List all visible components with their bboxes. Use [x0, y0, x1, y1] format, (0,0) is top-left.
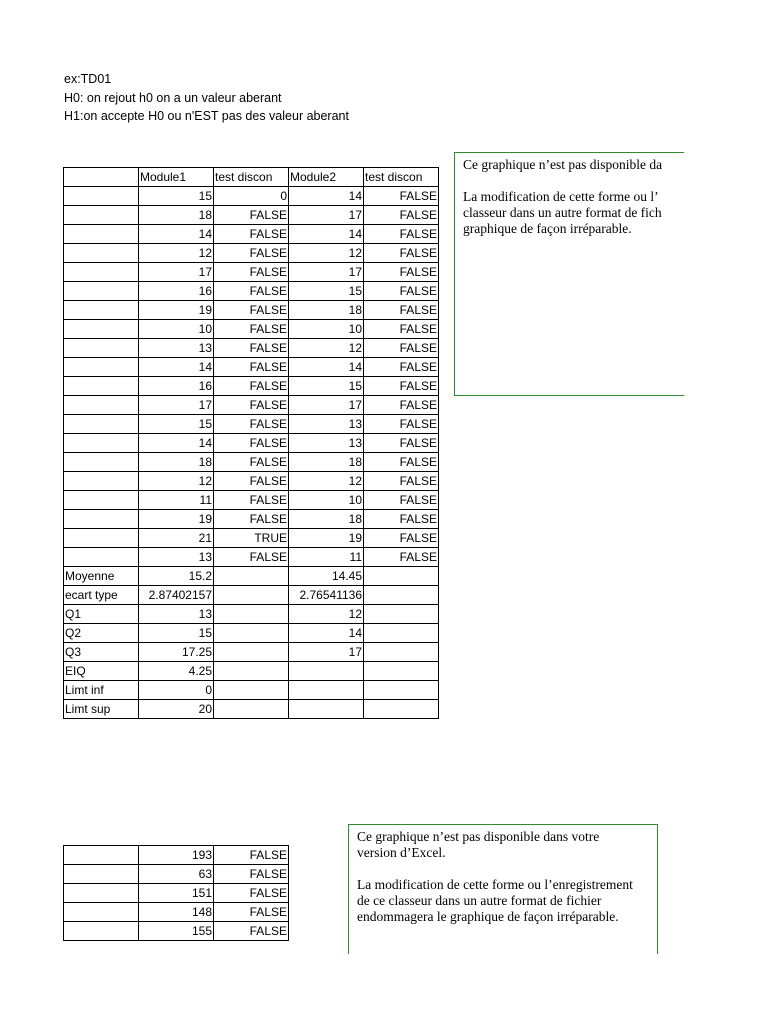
- table-cell[interactable]: [289, 700, 364, 719]
- table-cell[interactable]: Limt inf: [64, 681, 139, 700]
- table-cell[interactable]: 14: [139, 358, 214, 377]
- table-cell[interactable]: FALSE: [214, 244, 289, 263]
- table-cell[interactable]: FALSE: [364, 206, 439, 225]
- table-cell[interactable]: [214, 586, 289, 605]
- table-cell[interactable]: [64, 548, 139, 567]
- table-cell[interactable]: [64, 206, 139, 225]
- table-cell[interactable]: 12: [289, 472, 364, 491]
- table-cell[interactable]: FALSE: [364, 548, 439, 567]
- table-cell[interactable]: FALSE: [214, 263, 289, 282]
- note-line-1[interactable]: ex:TD01: [64, 72, 112, 86]
- table-cell[interactable]: 17: [139, 263, 214, 282]
- table-cell[interactable]: 10: [139, 320, 214, 339]
- table-cell[interactable]: FALSE: [364, 472, 439, 491]
- table-cell[interactable]: FALSE: [214, 884, 289, 903]
- table-cell[interactable]: 13: [289, 415, 364, 434]
- table-cell[interactable]: 14: [289, 624, 364, 643]
- table-cell[interactable]: TRUE: [214, 529, 289, 548]
- table-cell[interactable]: FALSE: [214, 903, 289, 922]
- table-cell[interactable]: 14: [289, 225, 364, 244]
- table-cell[interactable]: 2.76541136: [289, 586, 364, 605]
- table-cell[interactable]: FALSE: [214, 339, 289, 358]
- table-cell[interactable]: [64, 396, 139, 415]
- table-cell[interactable]: 19: [139, 301, 214, 320]
- table-cell[interactable]: 18: [289, 453, 364, 472]
- table-cell[interactable]: EIQ: [64, 662, 139, 681]
- table-cell[interactable]: [64, 187, 139, 206]
- second-data-table: [63, 845, 289, 941]
- table-cell[interactable]: 12: [139, 244, 214, 263]
- table-cell[interactable]: FALSE: [364, 225, 439, 244]
- table-cell[interactable]: Q1: [64, 605, 139, 624]
- table-row: [64, 206, 439, 225]
- table-cell[interactable]: FALSE: [364, 358, 439, 377]
- table-row: [64, 586, 439, 605]
- table-row: [64, 320, 439, 339]
- table-cell[interactable]: [214, 643, 289, 662]
- table-cell[interactable]: [364, 662, 439, 681]
- table-cell[interactable]: [64, 339, 139, 358]
- table-cell[interactable]: 155: [139, 922, 214, 941]
- table-cell[interactable]: [64, 434, 139, 453]
- table-cell[interactable]: FALSE: [214, 922, 289, 941]
- table-cell[interactable]: [64, 301, 139, 320]
- table-cell[interactable]: [64, 865, 139, 884]
- table-cell[interactable]: 12: [139, 472, 214, 491]
- table-cell[interactable]: [64, 320, 139, 339]
- table-cell[interactable]: [214, 700, 289, 719]
- table-row: [64, 884, 289, 903]
- table-cell[interactable]: FALSE: [364, 529, 439, 548]
- table-cell[interactable]: [364, 643, 439, 662]
- table-row: [64, 903, 289, 922]
- table-cell[interactable]: 16: [139, 282, 214, 301]
- table-cell[interactable]: 10: [289, 491, 364, 510]
- data-table: [63, 167, 439, 719]
- table-cell[interactable]: 14: [289, 187, 364, 206]
- table-row: [64, 922, 289, 941]
- table-cell[interactable]: FALSE: [214, 472, 289, 491]
- table-cell[interactable]: FALSE: [214, 510, 289, 529]
- table-cell[interactable]: [364, 700, 439, 719]
- table-cell[interactable]: 14: [289, 358, 364, 377]
- table-cell[interactable]: 63: [139, 865, 214, 884]
- chart-placeholder-2[interactable]: [348, 824, 658, 954]
- table-cell[interactable]: [64, 415, 139, 434]
- table-row: [64, 662, 439, 681]
- table-row: [64, 377, 439, 396]
- note-line-3[interactable]: H1:on accepte H0 ou n'EST pas des valeur aberant: [64, 109, 349, 123]
- table-cell[interactable]: FALSE: [214, 491, 289, 510]
- table-cell[interactable]: 14.45: [289, 567, 364, 586]
- table-cell[interactable]: FALSE: [364, 301, 439, 320]
- table-cell[interactable]: FALSE: [364, 434, 439, 453]
- table-cell[interactable]: FALSE: [214, 377, 289, 396]
- table-cell[interactable]: Q3: [64, 643, 139, 662]
- table-cell[interactable]: 2.87402157: [139, 586, 214, 605]
- table-cell[interactable]: [64, 225, 139, 244]
- table-row: [64, 865, 289, 884]
- table-cell[interactable]: [364, 567, 439, 586]
- table-cell[interactable]: FALSE: [364, 491, 439, 510]
- table-cell[interactable]: FALSE: [364, 377, 439, 396]
- chart-placeholder-text: Ce graphique n’est pas disponible dans votre: [357, 829, 600, 844]
- table-row: [64, 415, 439, 434]
- table-cell[interactable]: Moyenne: [64, 567, 139, 586]
- table-cell[interactable]: Module1: [139, 168, 214, 187]
- table-row: [64, 529, 439, 548]
- table-cell[interactable]: 15: [289, 282, 364, 301]
- table-row: [64, 567, 439, 586]
- table-cell[interactable]: FALSE: [364, 396, 439, 415]
- table-cell[interactable]: 13: [139, 605, 214, 624]
- table-row: [64, 453, 439, 472]
- table-row: [64, 263, 439, 282]
- table-cell[interactable]: FALSE: [214, 434, 289, 453]
- table-row: [64, 168, 439, 187]
- table-cell[interactable]: 18: [139, 206, 214, 225]
- table-row: [64, 681, 439, 700]
- table-cell[interactable]: 10: [289, 320, 364, 339]
- table-cell[interactable]: [64, 377, 139, 396]
- table-row: [64, 301, 439, 320]
- table-cell[interactable]: FALSE: [214, 225, 289, 244]
- chart-placeholder-text: classeur dans un autre format de fich: [463, 205, 662, 220]
- table-cell[interactable]: FALSE: [214, 865, 289, 884]
- table-cell[interactable]: ecart type: [64, 586, 139, 605]
- table-cell[interactable]: [64, 263, 139, 282]
- table-cell[interactable]: FALSE: [364, 244, 439, 263]
- table-cell[interactable]: [289, 662, 364, 681]
- chart-placeholder-1[interactable]: [454, 152, 684, 396]
- table-row: [64, 434, 439, 453]
- chart-placeholder-text: La modification de cette forme ou l’: [463, 189, 659, 204]
- table-cell[interactable]: [214, 681, 289, 700]
- table-cell[interactable]: 15: [139, 624, 214, 643]
- table-cell[interactable]: 0: [139, 681, 214, 700]
- table-cell[interactable]: FALSE: [364, 320, 439, 339]
- table-cell[interactable]: test discon: [214, 168, 289, 187]
- table-row: [64, 358, 439, 377]
- table-row: [64, 491, 439, 510]
- table-cell[interactable]: 17: [289, 396, 364, 415]
- table-cell[interactable]: 20: [139, 700, 214, 719]
- table-cell[interactable]: 18: [139, 453, 214, 472]
- notes-block: [64, 70, 349, 126]
- table-cell[interactable]: [364, 586, 439, 605]
- table-row: [64, 643, 439, 662]
- table-cell[interactable]: 13: [139, 548, 214, 567]
- table-cell[interactable]: 18: [289, 510, 364, 529]
- table-cell[interactable]: [289, 681, 364, 700]
- table-cell[interactable]: 15.2: [139, 567, 214, 586]
- table-row: [64, 225, 439, 244]
- table-row: [64, 548, 439, 567]
- table-row: [64, 624, 439, 643]
- table-cell[interactable]: FALSE: [214, 453, 289, 472]
- table-cell[interactable]: [64, 453, 139, 472]
- table-cell[interactable]: 17: [289, 263, 364, 282]
- table-row: [64, 846, 289, 865]
- table-row: [64, 187, 439, 206]
- table-cell[interactable]: 19: [289, 529, 364, 548]
- table-cell[interactable]: [64, 282, 139, 301]
- table-cell[interactable]: [64, 510, 139, 529]
- table-row: [64, 700, 439, 719]
- table-cell[interactable]: 151: [139, 884, 214, 903]
- table-cell[interactable]: 17: [139, 396, 214, 415]
- table-cell[interactable]: FALSE: [364, 510, 439, 529]
- table-cell[interactable]: FALSE: [364, 263, 439, 282]
- table-cell[interactable]: 19: [139, 510, 214, 529]
- table-cell[interactable]: FALSE: [364, 187, 439, 206]
- table-cell[interactable]: 13: [139, 339, 214, 358]
- table-cell[interactable]: 18: [289, 301, 364, 320]
- table-cell[interactable]: 12: [289, 605, 364, 624]
- table-cell[interactable]: 15: [139, 187, 214, 206]
- table-cell[interactable]: FALSE: [214, 548, 289, 567]
- table-cell[interactable]: 11: [139, 491, 214, 510]
- table-cell[interactable]: test discon: [364, 168, 439, 187]
- table-cell[interactable]: 17: [289, 206, 364, 225]
- table-cell[interactable]: FALSE: [214, 358, 289, 377]
- table-cell[interactable]: [214, 605, 289, 624]
- table-row: [64, 282, 439, 301]
- table-cell[interactable]: FALSE: [214, 282, 289, 301]
- table-cell[interactable]: [64, 846, 139, 865]
- table-cell[interactable]: FALSE: [364, 453, 439, 472]
- table-cell[interactable]: [214, 662, 289, 681]
- table-cell[interactable]: [364, 605, 439, 624]
- chart-placeholder-text: endommagera le graphique de façon irréparable.: [357, 909, 619, 924]
- table-cell[interactable]: FALSE: [214, 301, 289, 320]
- table-cell[interactable]: 193: [139, 846, 214, 865]
- table-cell[interactable]: 13: [289, 434, 364, 453]
- table-cell[interactable]: [64, 358, 139, 377]
- table-cell[interactable]: [64, 529, 139, 548]
- table-row: [64, 244, 439, 263]
- table-cell[interactable]: [364, 624, 439, 643]
- table-row: [64, 510, 439, 529]
- table-cell[interactable]: Limt sup: [64, 700, 139, 719]
- table-cell[interactable]: 148: [139, 903, 214, 922]
- table-cell[interactable]: 12: [289, 339, 364, 358]
- table-cell[interactable]: [214, 567, 289, 586]
- table-cell[interactable]: [64, 903, 139, 922]
- table-cell[interactable]: Module2: [289, 168, 364, 187]
- table-cell[interactable]: Q2: [64, 624, 139, 643]
- table-cell[interactable]: 14: [139, 225, 214, 244]
- table-cell[interactable]: [64, 491, 139, 510]
- chart-placeholder-text: version d’Excel.: [357, 845, 446, 860]
- table-row: [64, 396, 439, 415]
- table-row: [64, 472, 439, 491]
- table-cell[interactable]: 14: [139, 434, 214, 453]
- table-cell[interactable]: 0: [214, 187, 289, 206]
- table-cell[interactable]: FALSE: [364, 282, 439, 301]
- table-cell[interactable]: FALSE: [214, 396, 289, 415]
- table-cell[interactable]: 4.25: [139, 662, 214, 681]
- table-cell[interactable]: [214, 624, 289, 643]
- chart-placeholder-text: de ce classeur dans un autre format de fichier: [357, 893, 602, 908]
- table-cell[interactable]: [64, 884, 139, 903]
- table-cell[interactable]: 15: [139, 415, 214, 434]
- chart-placeholder-text: Ce graphique n’est pas disponible da: [463, 157, 663, 172]
- chart-placeholder-text: La modification de cette forme ou l’enregistrement: [357, 877, 633, 892]
- table-cell[interactable]: [64, 472, 139, 491]
- table-cell[interactable]: 16: [139, 377, 214, 396]
- table-cell[interactable]: FALSE: [214, 206, 289, 225]
- note-line-2[interactable]: H0: on rejout h0 on a un valeur aberant: [64, 90, 282, 105]
- table-cell[interactable]: FALSE: [364, 339, 439, 358]
- table-cell[interactable]: FALSE: [214, 320, 289, 339]
- table-cell[interactable]: FALSE: [214, 415, 289, 434]
- table-cell[interactable]: FALSE: [214, 846, 289, 865]
- chart-placeholder-text: graphique de façon irréparable.: [463, 221, 632, 236]
- table-row: [64, 339, 439, 358]
- table-cell[interactable]: [364, 681, 439, 700]
- table-cell[interactable]: 15: [289, 377, 364, 396]
- table-cell[interactable]: [64, 168, 139, 187]
- table-cell[interactable]: 17: [289, 643, 364, 662]
- table-cell[interactable]: [64, 244, 139, 263]
- table-cell[interactable]: 11: [289, 548, 364, 567]
- table-cell[interactable]: FALSE: [364, 415, 439, 434]
- table-cell[interactable]: 12: [289, 244, 364, 263]
- table-cell[interactable]: 17.25: [139, 643, 214, 662]
- table-row: [64, 605, 439, 624]
- table-cell[interactable]: 21: [139, 529, 214, 548]
- table-cell[interactable]: [64, 922, 139, 941]
